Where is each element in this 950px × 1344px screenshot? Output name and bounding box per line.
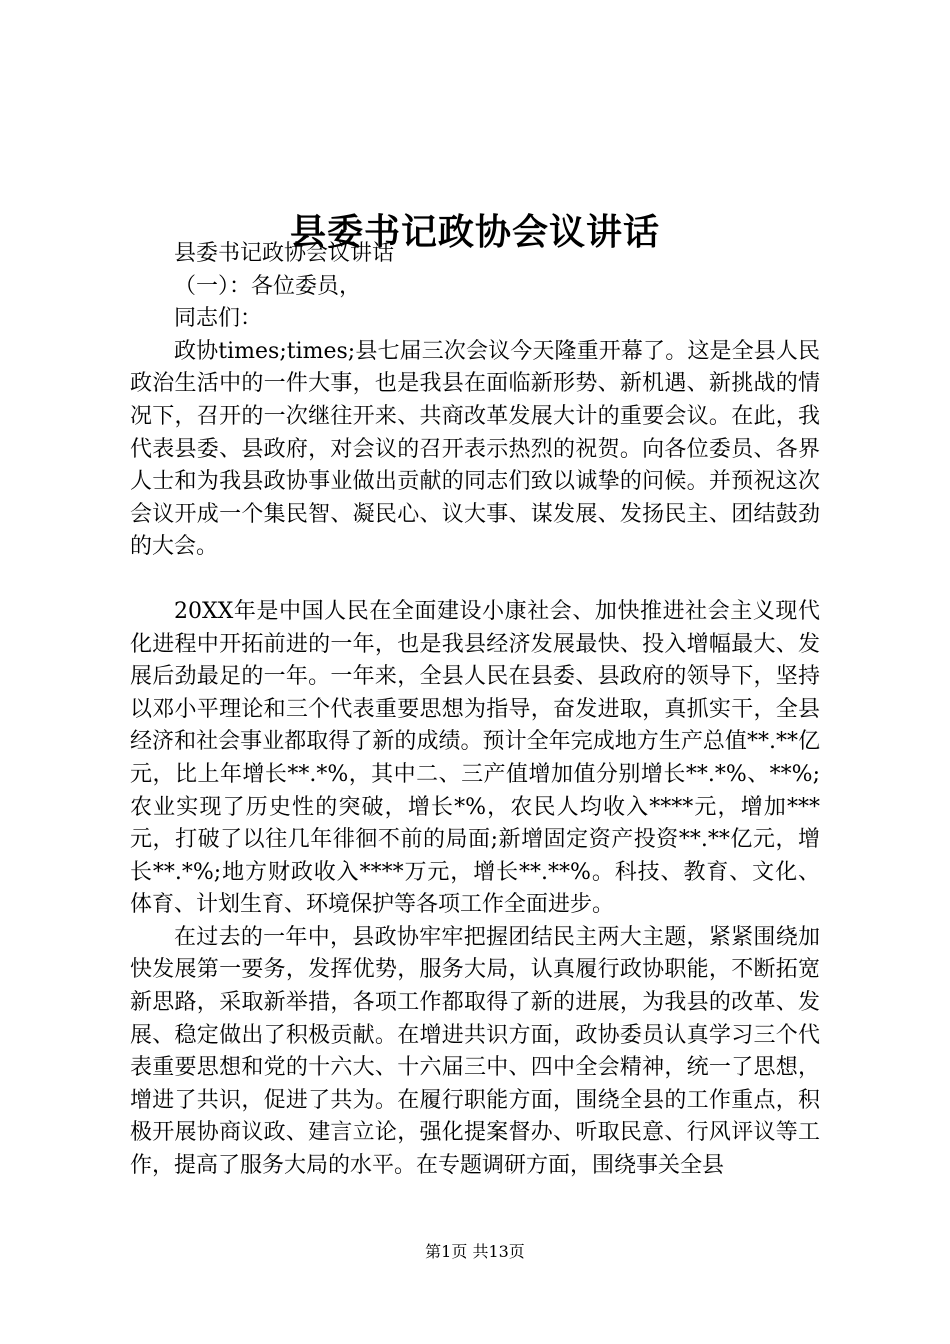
document-body — [130, 238, 820, 1183]
document-title: 县委书记政协会议讲话 — [289, 211, 660, 254]
paragraph-greeting: 同志们： — [174, 306, 263, 332]
paragraph-achievements: 20XX年是中国人民在全面建设小康社会、加快推进社会主义现代化进程中开拓前进的一年，也是我县经济发展最快、投入增幅最大、发展后劲最足的一年。一年来，全县人民在县委、县政府的领导下，坚持以邓小平理论和三个代表重要思想为指导，奋发进取，真抓实干，全县经济和社会事业都取得了新的成绩。预计全年完成地方生产总值**.**亿元，比上年增长**.*%，其中二、三产值增加值分别增长**.*%、**%;农业实现了历史性的突破，增长*%，农民人均收入****元，增加***元，打破了以往几年徘徊不前的局面;新增固定资产投资**.**亿元，增长**.*%;地方财政收入****万元，增长**.**%。科技、教育、文化、体育、计划生育、环境保护等各项工作全面进步。 — [130, 598, 820, 918]
paragraph-opening: 政协times;times;县七届三次会议今天隆重开幕了。这是全县人民政治生活中的一件大事，也是我县在面临新形势、新机遇、新挑战的情况下，召开的一次继往开来、共商改革发展大计的重要会议。在此，我代表县委、县政府，对会议的召开表示热烈的祝贺。向各位委员、各界人士和为我县政协事业做出贡献的同志们致以诚挚的问候。并预祝这次会议开成一个集民智、凝民心、议大事、谋发展、发扬民主、团结鼓劲的大会。 — [130, 338, 820, 560]
paragraph-subtitle: 县委书记政协会议讲话 — [174, 241, 395, 266]
paragraph-salutation: （一）：各位委员， — [174, 273, 362, 299]
paragraph-cppcc-work: 在过去的一年中，县政协牢牢把握团结民主两大主题，紧紧围绕加快发展第一要务，发挥优势，服务大局，认真履行政协职能，不断拓宽新思路，采取新举措，各项工作都取得了新的进展，为我县的改革、发展、稳定做出了积极贡献。在增进共识方面，政协委员认真学习三个代表重要思想和党的十六大、十六届三中、四中全会精神，统一了思想，增进了共识，促进了共为。在履行职能方面，围绕全县的工作重点，积极开展协商议政、建言立论，强化提案督办、听取民意、行风评议等工作，提高了服务大局的水平。在专题调研方面，围绕事关全县 — [130, 924, 820, 1179]
page-number: 第1页 共13页 — [425, 1242, 525, 1261]
